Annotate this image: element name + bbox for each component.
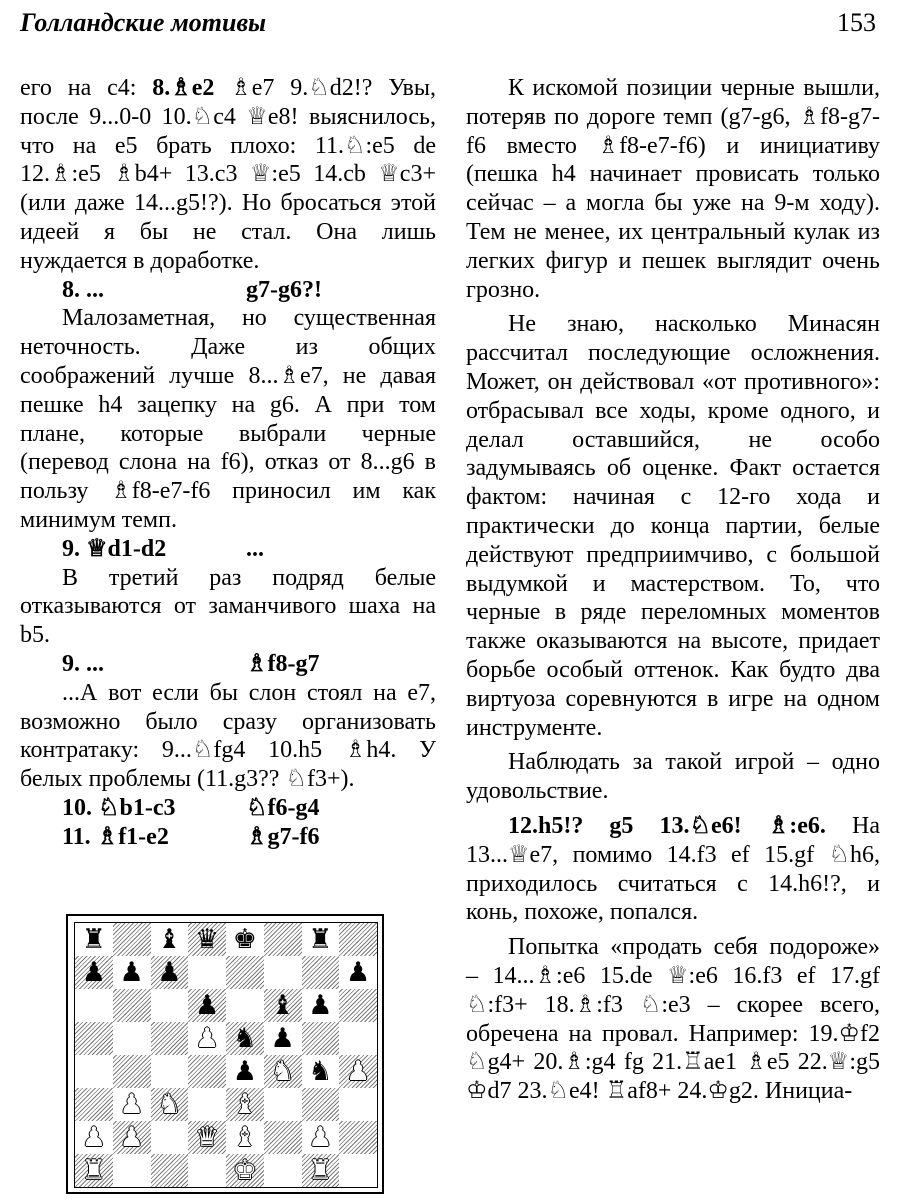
black-bishop-icon: ♝ bbox=[270, 990, 295, 1021]
black-pawn-icon: ♟ bbox=[270, 1023, 295, 1054]
black-king-icon: ♚ bbox=[232, 924, 257, 955]
square-a3 bbox=[75, 1088, 113, 1121]
square-h1 bbox=[339, 1154, 377, 1187]
black-pawn-icon: ♟ bbox=[232, 1056, 257, 1087]
square-b3 bbox=[113, 1088, 151, 1121]
black-knight-icon: ♞ bbox=[308, 1056, 333, 1087]
move-black: ... bbox=[246, 535, 264, 562]
white-pawn-icon: ♟ bbox=[195, 1023, 220, 1054]
move-white: 9. ♕d1-d2 bbox=[62, 535, 167, 562]
black-pawn-icon: ♟ bbox=[157, 957, 182, 988]
square-f8 bbox=[264, 923, 302, 956]
move-text: 8.♗e2 bbox=[152, 75, 215, 101]
black-pawn-icon: ♟ bbox=[119, 957, 144, 988]
square-h3 bbox=[339, 1088, 377, 1121]
move-line bbox=[20, 650, 436, 679]
chess-diagram bbox=[66, 914, 384, 1194]
white-pawn-icon: ♟ bbox=[308, 1122, 333, 1153]
running-title: Голландские мотивы bbox=[20, 8, 267, 37]
move-white: 8. ... bbox=[62, 276, 104, 303]
square-d8 bbox=[188, 923, 226, 956]
square-b5 bbox=[113, 1022, 151, 1055]
square-h7 bbox=[339, 956, 377, 989]
square-a7 bbox=[75, 956, 113, 989]
square-b4 bbox=[113, 1055, 151, 1088]
paragraph bbox=[466, 812, 880, 927]
square-c4 bbox=[151, 1055, 189, 1088]
square-b2 bbox=[113, 1121, 151, 1154]
square-h8 bbox=[339, 923, 377, 956]
black-queen-icon: ♛ bbox=[195, 924, 220, 955]
black-bishop-icon: ♝ bbox=[157, 924, 182, 955]
commentary-text: На 13...♕e7, помимо 14.f3 ef 15.gf ♘h6, приходилось считаться с 14.h6!?, и конь, похоже, попался. bbox=[466, 812, 880, 926]
square-e8 bbox=[226, 923, 264, 956]
commentary-text: ♗e7 9.♘d2!? Увы, после 9...0-0 10.♘c4 ♕e8! выяснилось, что на е5 брать плохо: 11.♘:e5 de 12.♗:e5 ♗b4+ 13.c3 ♕:e5 14.cb ♕c3+ (или даже 14...g5!?). Но бросаться этой идеей я бы не стал. Она лишь нуждается в доработке. bbox=[20, 75, 436, 274]
black-pawn-icon: ♟ bbox=[346, 957, 371, 988]
paragraph: Попытка «продать себя подороже» – 14...♗:e6 15.de ♕:e6 16.f3 ef 17.gf ♘:f3+ 18.♗:f3 ♘:e3 – скорее всего, обречена на провал. Например: 19.♔f2 ♘g4+ 20.♗:g4 fg 21.♖ae1 ♗e5 22.♕:g5 ♔d7 23.♘e4! ♖af8+ 24.♔g2. Инициа- bbox=[466, 934, 880, 1105]
square-e5 bbox=[226, 1022, 264, 1055]
square-a2 bbox=[75, 1121, 113, 1154]
square-g6 bbox=[302, 989, 340, 1022]
black-pawn-icon: ♟ bbox=[81, 957, 106, 988]
square-e6 bbox=[226, 989, 264, 1022]
square-f6 bbox=[264, 989, 302, 1022]
white-king-icon: ♚ bbox=[232, 1155, 257, 1186]
running-header bbox=[20, 8, 880, 48]
square-c7 bbox=[151, 956, 189, 989]
square-e1 bbox=[226, 1154, 264, 1187]
left-column bbox=[20, 74, 436, 852]
square-f5 bbox=[264, 1022, 302, 1055]
square-c1 bbox=[151, 1154, 189, 1187]
move-line bbox=[20, 794, 436, 823]
square-h4 bbox=[339, 1055, 377, 1088]
paragraph bbox=[20, 74, 436, 276]
square-e4 bbox=[226, 1055, 264, 1088]
square-a5 bbox=[75, 1022, 113, 1055]
move-black: g7-g6?! bbox=[246, 276, 322, 303]
square-d5 bbox=[188, 1022, 226, 1055]
white-knight-icon: ♞ bbox=[270, 1056, 295, 1087]
black-pawn-icon: ♟ bbox=[308, 990, 333, 1021]
square-f3 bbox=[264, 1088, 302, 1121]
square-a6 bbox=[75, 989, 113, 1022]
square-g4 bbox=[302, 1055, 340, 1088]
move-line bbox=[20, 535, 436, 564]
move-white: 9. ... bbox=[62, 650, 104, 677]
square-g3 bbox=[302, 1088, 340, 1121]
square-b8 bbox=[113, 923, 151, 956]
black-rook-icon: ♜ bbox=[81, 924, 106, 955]
black-rook-icon: ♜ bbox=[308, 924, 333, 955]
paragraph: В третий раз подряд белые отказываются от заманчивого шаха на b5. bbox=[20, 564, 436, 649]
white-rook-icon: ♜ bbox=[81, 1155, 106, 1186]
square-g8 bbox=[302, 923, 340, 956]
white-pawn-icon: ♟ bbox=[119, 1089, 144, 1120]
square-e7 bbox=[226, 956, 264, 989]
white-rook-icon: ♜ bbox=[308, 1155, 333, 1186]
square-a8 bbox=[75, 923, 113, 956]
square-d4 bbox=[188, 1055, 226, 1088]
white-pawn-icon: ♟ bbox=[81, 1122, 106, 1153]
move-line bbox=[20, 823, 436, 852]
page-number: 153 bbox=[837, 8, 876, 37]
paragraph: Малозаметная, но существенная неточность. Даже из общих соображений лучше 8...♗e7, не давая пешке h4 зацепку на g6. А при том плане, которые выбрали черные (перевод слона на f6), отказ от 8...g6 в пользу ♗f8-e7-f6 приносил им как минимум темп. bbox=[20, 305, 436, 533]
square-g7 bbox=[302, 956, 340, 989]
square-b6 bbox=[113, 989, 151, 1022]
move-text: 12.h5!? g5 13.♘e6! ♗:e6. bbox=[508, 812, 826, 839]
square-c8 bbox=[151, 923, 189, 956]
move-black: ♘f6-g4 bbox=[246, 794, 320, 821]
move-white: 11. ♗f1-e2 bbox=[62, 823, 169, 850]
square-h2 bbox=[339, 1121, 377, 1154]
square-f2 bbox=[264, 1121, 302, 1154]
move-black: ♗f8-g7 bbox=[246, 650, 320, 677]
white-pawn-icon: ♟ bbox=[119, 1122, 144, 1153]
paragraph: К искомой позиции черные вышли, потеряв по дороге темп (g7-g6, ♗f8-g7-f6 вместо ♗f8-e7-f6) и инициативу (пешка h4 начинает провисать только сейчас – а могла бы уже на 9-м ходу). Тем не менее, их центральный кулак из легких фигур и пешек выглядит очень грозно. bbox=[466, 75, 880, 303]
paragraph: Не знаю, насколько Минасян рассчитал последующие осложнения. Может, он действовал «от противного»: отбрасывал все ходы, кроме одного, и делал оставшийся, не особо задумываясь об оценке. Факт остается фактом: начиная с 12-го хода и практически до конца партии, белые действуют предприимчиво, с большой выдумкой и мастерством. То, что черные в ряде переломных моментов также оказываются на высоте, придает борьбе особый оттенок. Как будто два виртуоза соревнуются в игре на одном инструменте. bbox=[466, 311, 880, 741]
commentary-text: его на с4: bbox=[20, 75, 153, 101]
paragraph: Наблюдать за такой игрой – одно удовольствие. bbox=[466, 749, 880, 805]
white-bishop-icon: ♝ bbox=[232, 1122, 257, 1153]
square-e3 bbox=[226, 1088, 264, 1121]
square-f7 bbox=[264, 956, 302, 989]
square-b1 bbox=[113, 1154, 151, 1187]
white-queen-icon: ♛ bbox=[195, 1122, 220, 1153]
square-d1 bbox=[188, 1154, 226, 1187]
square-h5 bbox=[339, 1022, 377, 1055]
black-pawn-icon: ♟ bbox=[195, 990, 220, 1021]
square-g2 bbox=[302, 1121, 340, 1154]
square-c6 bbox=[151, 989, 189, 1022]
square-a1 bbox=[75, 1154, 113, 1187]
square-h6 bbox=[339, 989, 377, 1022]
square-a4 bbox=[75, 1055, 113, 1088]
move-black: ♗g7-f6 bbox=[246, 823, 320, 850]
white-pawn-icon: ♟ bbox=[346, 1056, 371, 1087]
square-d3 bbox=[188, 1088, 226, 1121]
chess-board bbox=[74, 922, 378, 1188]
square-g1 bbox=[302, 1154, 340, 1187]
square-f1 bbox=[264, 1154, 302, 1187]
square-d6 bbox=[188, 989, 226, 1022]
white-knight-icon: ♞ bbox=[157, 1089, 182, 1120]
move-line bbox=[20, 276, 436, 305]
black-knight-icon: ♞ bbox=[232, 1023, 257, 1054]
square-c3 bbox=[151, 1088, 189, 1121]
square-d7 bbox=[188, 956, 226, 989]
right-column bbox=[466, 74, 880, 1106]
square-b7 bbox=[113, 956, 151, 989]
square-g5 bbox=[302, 1022, 340, 1055]
white-bishop-icon: ♝ bbox=[232, 1089, 257, 1120]
square-c5 bbox=[151, 1022, 189, 1055]
square-e2 bbox=[226, 1121, 264, 1154]
square-f4 bbox=[264, 1055, 302, 1088]
paragraph: ...А вот если бы слон стоял на е7, возможно было сразу организовать контратаку: 9...♘fg4 10.h5 ♗h4. У белых проблемы (11.g3?? ♘f3+). bbox=[20, 679, 436, 793]
square-d2 bbox=[188, 1121, 226, 1154]
square-c2 bbox=[151, 1121, 189, 1154]
move-white: 10. ♘b1-c3 bbox=[62, 794, 176, 821]
